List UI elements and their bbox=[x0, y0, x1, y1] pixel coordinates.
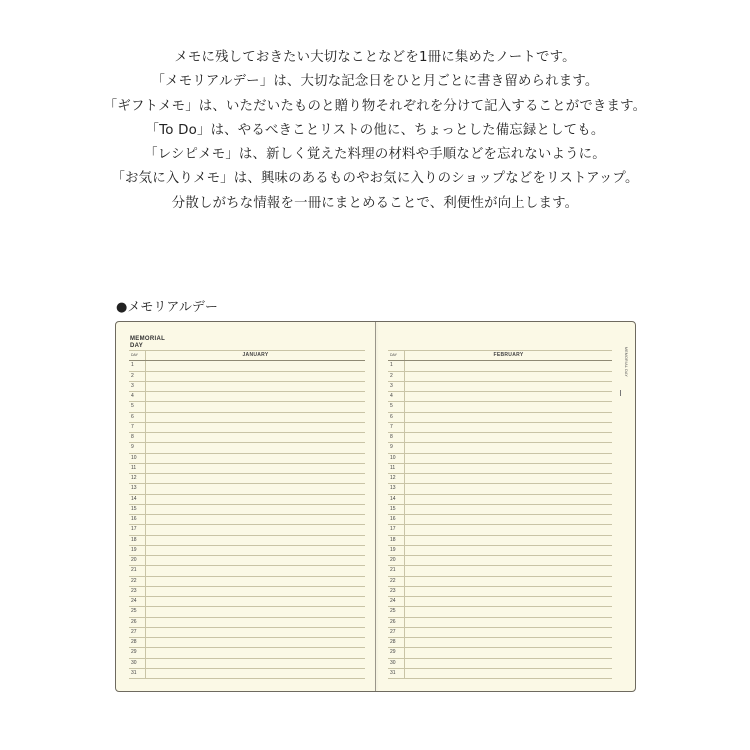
table-row bbox=[388, 617, 612, 627]
table-row bbox=[129, 556, 365, 566]
table-row bbox=[129, 494, 365, 504]
day-number: 2 bbox=[388, 371, 405, 381]
notebook-spine bbox=[375, 322, 376, 691]
day-number: 27 bbox=[388, 627, 405, 637]
table-row bbox=[129, 412, 365, 422]
day-number: 15 bbox=[388, 504, 405, 514]
day-number: 22 bbox=[129, 576, 146, 586]
table-row bbox=[388, 638, 612, 648]
day-number: 8 bbox=[129, 433, 146, 443]
index-tab-mark bbox=[620, 390, 621, 396]
table-row bbox=[388, 525, 612, 535]
table-row bbox=[388, 392, 612, 402]
section-heading bbox=[116, 296, 218, 315]
entry-line[interactable] bbox=[405, 545, 613, 555]
table-row bbox=[129, 402, 365, 412]
day-number: 29 bbox=[388, 648, 405, 658]
table-row bbox=[129, 566, 365, 576]
entry-line[interactable] bbox=[405, 474, 613, 484]
table-row bbox=[388, 627, 612, 637]
month-name: JANUARY bbox=[146, 351, 366, 361]
table-row bbox=[388, 484, 612, 494]
table-row bbox=[388, 515, 612, 525]
entry-line[interactable] bbox=[405, 648, 613, 658]
entry-line[interactable] bbox=[405, 371, 613, 381]
day-number: 28 bbox=[388, 638, 405, 648]
table-row bbox=[129, 597, 365, 607]
day-number: 26 bbox=[388, 617, 405, 627]
page-title-line1: MEMORIAL bbox=[130, 336, 166, 342]
day-number: 27 bbox=[129, 627, 146, 637]
day-number: 21 bbox=[388, 566, 405, 576]
table-row bbox=[388, 402, 612, 412]
entry-line[interactable] bbox=[146, 474, 366, 484]
entry-line[interactable] bbox=[146, 525, 366, 535]
day-number: 3 bbox=[388, 381, 405, 391]
table-row bbox=[388, 381, 612, 391]
entry-line[interactable] bbox=[146, 381, 366, 391]
entry-line[interactable] bbox=[146, 433, 366, 443]
table-row bbox=[388, 422, 612, 432]
intro-line: メモに残しておきたい大切なことなどを1冊に集めたノートです。 bbox=[174, 50, 576, 65]
day-number: 18 bbox=[388, 535, 405, 545]
day-number: 9 bbox=[129, 443, 146, 453]
table-row bbox=[388, 586, 612, 596]
day-number: 13 bbox=[129, 484, 146, 494]
table-row bbox=[129, 617, 365, 627]
table-row bbox=[129, 658, 365, 668]
entry-line[interactable] bbox=[146, 494, 366, 504]
entry-line[interactable] bbox=[405, 668, 613, 678]
index-tab-label: MEMORIAL DAY bbox=[624, 347, 628, 378]
day-number: 15 bbox=[129, 504, 146, 514]
entry-line[interactable] bbox=[405, 597, 613, 607]
day-number: 17 bbox=[388, 525, 405, 535]
entry-line[interactable] bbox=[146, 566, 366, 576]
day-number: 14 bbox=[388, 494, 405, 504]
entry-line[interactable] bbox=[146, 453, 366, 463]
table-row bbox=[388, 566, 612, 576]
entry-line[interactable] bbox=[405, 535, 613, 545]
entry-line[interactable] bbox=[405, 433, 613, 443]
table-row bbox=[129, 392, 365, 402]
day-number: 22 bbox=[388, 576, 405, 586]
day-number: 31 bbox=[388, 668, 405, 678]
day-number: 7 bbox=[129, 422, 146, 432]
day-number: 4 bbox=[388, 392, 405, 402]
entry-line[interactable] bbox=[405, 412, 613, 422]
bullet-icon: ● bbox=[116, 300, 128, 315]
table-row bbox=[129, 443, 365, 453]
table-row bbox=[129, 607, 365, 617]
intro-line: 「To Do」は、やるべきことリストの他に、ちょっとした備忘録としても。 bbox=[145, 122, 605, 138]
entry-line[interactable] bbox=[146, 515, 366, 525]
day-number: 16 bbox=[129, 515, 146, 525]
entry-line[interactable] bbox=[146, 607, 366, 617]
entry-line[interactable] bbox=[146, 668, 366, 678]
day-number: 20 bbox=[129, 556, 146, 566]
entry-line[interactable] bbox=[146, 371, 366, 381]
day-number: 11 bbox=[388, 463, 405, 473]
day-number: 29 bbox=[129, 648, 146, 658]
entry-line[interactable] bbox=[146, 361, 366, 371]
intro-line: 「お気に入りメモ」は、興味のあるものやお気に入りのショップなどをリストアップ。 bbox=[111, 171, 639, 187]
day-number: 12 bbox=[388, 474, 405, 484]
entry-line[interactable] bbox=[146, 556, 366, 566]
day-number: 16 bbox=[388, 515, 405, 525]
entry-line[interactable] bbox=[405, 658, 613, 668]
entry-line[interactable] bbox=[146, 576, 366, 586]
day-number: 12 bbox=[129, 474, 146, 484]
day-number: 28 bbox=[129, 638, 146, 648]
table-row bbox=[388, 535, 612, 545]
entry-line[interactable] bbox=[146, 443, 366, 453]
day-number: 21 bbox=[129, 566, 146, 576]
table-row bbox=[388, 648, 612, 658]
table-row bbox=[129, 648, 365, 658]
entry-line[interactable] bbox=[146, 627, 366, 637]
entry-line[interactable] bbox=[146, 648, 366, 658]
table-row bbox=[388, 607, 612, 617]
table-row bbox=[129, 576, 365, 586]
day-number: 7 bbox=[388, 422, 405, 432]
day-number: 25 bbox=[388, 607, 405, 617]
intro-text bbox=[0, 46, 750, 216]
day-number: 9 bbox=[388, 443, 405, 453]
table-row bbox=[129, 638, 365, 648]
month-name: FEBRUARY bbox=[405, 351, 613, 361]
entry-line[interactable] bbox=[405, 402, 613, 412]
day-number: 1 bbox=[129, 361, 146, 371]
table-row bbox=[129, 381, 365, 391]
table-row bbox=[129, 371, 365, 381]
table-row bbox=[129, 586, 365, 596]
day-number: 31 bbox=[129, 668, 146, 678]
table-row bbox=[388, 474, 612, 484]
day-number: 25 bbox=[129, 607, 146, 617]
table-row bbox=[129, 668, 365, 678]
entry-line[interactable] bbox=[405, 453, 613, 463]
intro-line: 「レシピメモ」は、新しく覚えた料理の材料や手順などを忘れないように。 bbox=[144, 147, 606, 163]
day-number: 19 bbox=[388, 545, 405, 555]
table-row bbox=[129, 545, 365, 555]
day-number: 17 bbox=[129, 525, 146, 535]
entry-line[interactable] bbox=[146, 412, 366, 422]
day-number: 5 bbox=[388, 402, 405, 412]
day-column-header: DAY bbox=[129, 351, 146, 361]
entry-line[interactable] bbox=[405, 504, 613, 514]
intro-line: 「ギフトメモ」は、いただいたものと贈り物それぞれを分けて記入することができます。 bbox=[103, 98, 647, 114]
entry-line[interactable] bbox=[405, 627, 613, 637]
entry-line[interactable] bbox=[146, 658, 366, 668]
entry-line[interactable] bbox=[146, 504, 366, 514]
month-table-january bbox=[129, 350, 365, 679]
entry-line[interactable] bbox=[146, 617, 366, 627]
table-row bbox=[388, 433, 612, 443]
entry-line[interactable] bbox=[405, 484, 613, 494]
page-title bbox=[130, 336, 165, 350]
day-number: 10 bbox=[388, 453, 405, 463]
table-row bbox=[129, 463, 365, 473]
day-number: 6 bbox=[388, 412, 405, 422]
table-row bbox=[388, 504, 612, 514]
day-number: 18 bbox=[129, 535, 146, 545]
entry-line[interactable] bbox=[405, 422, 613, 432]
day-number: 26 bbox=[129, 617, 146, 627]
entry-line[interactable] bbox=[146, 535, 366, 545]
table-row bbox=[388, 668, 612, 678]
entry-line[interactable] bbox=[405, 494, 613, 504]
table-row bbox=[129, 484, 365, 494]
entry-line[interactable] bbox=[405, 617, 613, 627]
entry-line[interactable] bbox=[146, 586, 366, 596]
table-row bbox=[388, 443, 612, 453]
table-row bbox=[388, 545, 612, 555]
day-number: 2 bbox=[129, 371, 146, 381]
day-number: 24 bbox=[388, 597, 405, 607]
entry-line[interactable] bbox=[405, 525, 613, 535]
entry-line[interactable] bbox=[405, 463, 613, 473]
table-header-row bbox=[388, 351, 612, 361]
day-number: 19 bbox=[129, 545, 146, 555]
table-row bbox=[129, 504, 365, 514]
day-number: 1 bbox=[388, 361, 405, 371]
day-column-header: DAY bbox=[388, 351, 405, 361]
entry-line[interactable] bbox=[405, 586, 613, 596]
entry-line[interactable] bbox=[146, 484, 366, 494]
day-number: 23 bbox=[129, 586, 146, 596]
entry-line[interactable] bbox=[405, 576, 613, 586]
day-number: 8 bbox=[388, 433, 405, 443]
table-row bbox=[388, 412, 612, 422]
entry-line[interactable] bbox=[405, 443, 613, 453]
table-row bbox=[388, 494, 612, 504]
day-number: 10 bbox=[129, 453, 146, 463]
day-number: 30 bbox=[388, 658, 405, 668]
table-row bbox=[388, 453, 612, 463]
table-row bbox=[129, 525, 365, 535]
entry-line[interactable] bbox=[405, 515, 613, 525]
day-number: 23 bbox=[388, 586, 405, 596]
page-title-line2: DAY bbox=[130, 343, 144, 349]
table-row bbox=[129, 535, 365, 545]
table-row bbox=[129, 422, 365, 432]
day-number: 5 bbox=[129, 402, 146, 412]
entry-line[interactable] bbox=[405, 607, 613, 617]
entry-line[interactable] bbox=[405, 638, 613, 648]
entry-line[interactable] bbox=[146, 392, 366, 402]
day-number: 4 bbox=[129, 392, 146, 402]
entry-line[interactable] bbox=[405, 381, 613, 391]
entry-line[interactable] bbox=[146, 422, 366, 432]
table-row bbox=[388, 658, 612, 668]
entry-line[interactable] bbox=[146, 402, 366, 412]
entry-line[interactable] bbox=[146, 463, 366, 473]
table-row bbox=[388, 371, 612, 381]
intro-line: 「メモリアルデー」は、大切な記念日をひと月ごとに書き留められます。 bbox=[151, 74, 599, 90]
intro-line: 分散しがちな情報を一冊にまとめることで、利便性が向上します。 bbox=[171, 195, 579, 211]
day-number: 13 bbox=[388, 484, 405, 494]
table-row bbox=[388, 576, 612, 586]
day-number: 6 bbox=[129, 412, 146, 422]
entry-line[interactable] bbox=[405, 361, 613, 371]
table-row bbox=[388, 361, 612, 371]
table-row bbox=[129, 515, 365, 525]
table-row bbox=[388, 556, 612, 566]
table-header-row bbox=[129, 351, 365, 361]
entry-line[interactable] bbox=[405, 566, 613, 576]
day-number: 3 bbox=[129, 381, 146, 391]
entry-line[interactable] bbox=[405, 392, 613, 402]
table-row bbox=[388, 597, 612, 607]
entry-line[interactable] bbox=[146, 597, 366, 607]
table-row bbox=[129, 474, 365, 484]
table-row bbox=[388, 463, 612, 473]
day-number: 14 bbox=[129, 494, 146, 504]
table-row bbox=[129, 627, 365, 637]
table-row bbox=[129, 361, 365, 371]
section-heading-label: メモリアルデー bbox=[127, 300, 218, 315]
day-number: 30 bbox=[129, 658, 146, 668]
entry-line[interactable] bbox=[146, 638, 366, 648]
day-number: 11 bbox=[129, 463, 146, 473]
day-number: 24 bbox=[129, 597, 146, 607]
table-row bbox=[129, 433, 365, 443]
table-row bbox=[129, 453, 365, 463]
day-number: 20 bbox=[388, 556, 405, 566]
month-table-february bbox=[388, 350, 612, 679]
entry-line[interactable] bbox=[405, 556, 613, 566]
entry-line[interactable] bbox=[146, 545, 366, 555]
